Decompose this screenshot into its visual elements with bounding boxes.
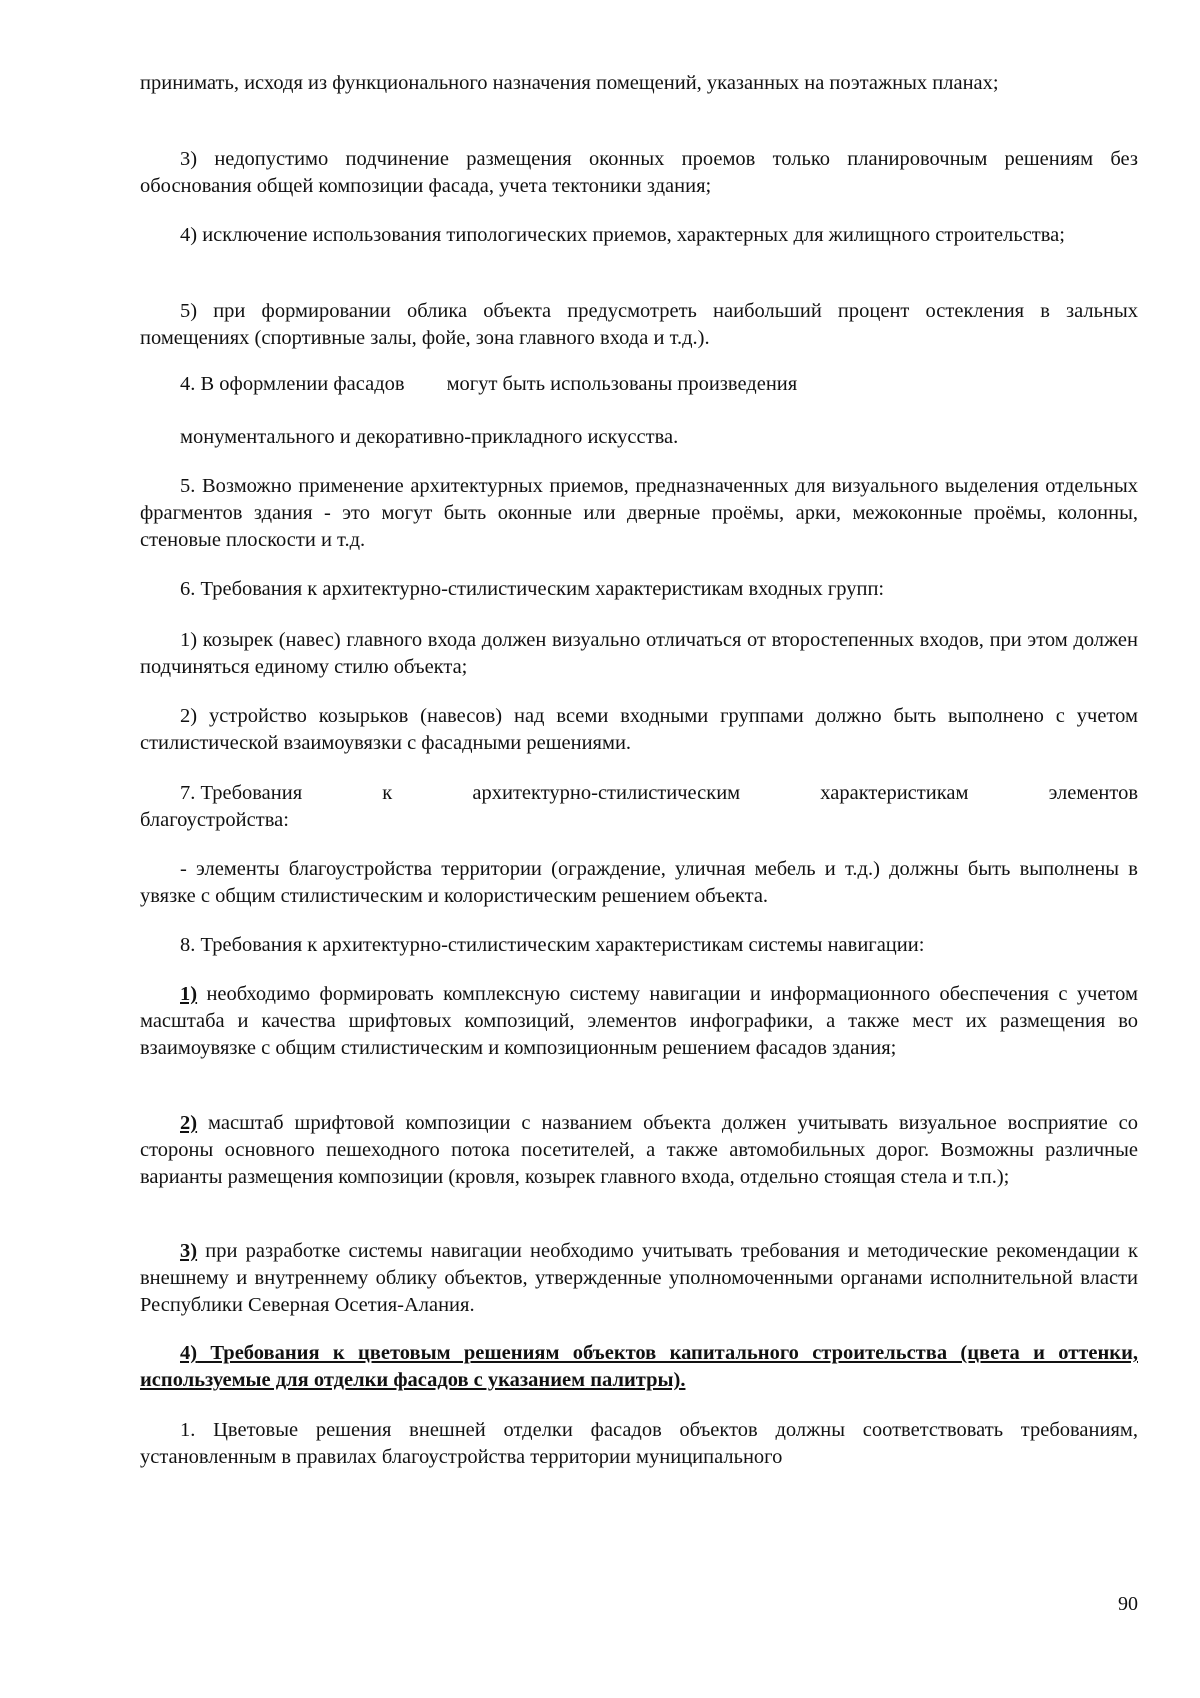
navigation-item-2-text: масштаб шрифтовой композиции с названием объекта должен учитывать визуальное восприятие со стороны основного пешеходного потока посетителей, а также автомобильных дорог. Возможны различные варианты размещения композиции (кровля, козырек главного входа, отдельно стоящая стела и т.п.);	[140, 1112, 1138, 1188]
section-7-word-4: характеристикам	[820, 782, 969, 804]
paragraph-window-orientation-end: принимать, исходя из функционального назначения помещений, указанных на поэтажных планах;	[140, 72, 999, 94]
section-heading-color-requirements	[140, 1340, 1138, 1394]
paragraph-section-6: 6. Требования к архитектурно-стилистическим характеристикам входных групп:	[180, 578, 885, 600]
section-4-part-a: 4. В оформлении фасадов	[180, 373, 405, 395]
color-heading-text: Требования к цветовым решениям объектов капитального строительства (цвета и оттенки, используемые для отделки фасадов с указанием палитры).	[140, 1342, 1138, 1391]
paragraph-item-3: 3) недопустимо подчинение размещения оконных проемов только планировочным решениям без обоснования общей композиции фасада, учета тектоники здания;	[140, 148, 1138, 197]
section-4-continuation: монументального и декоративно-прикладного искусства.	[180, 426, 679, 448]
paragraph-color-item-1: 1. Цветовые решения внешней отделки фасадов объектов должны соответствовать требованиям, установленным в правилах благоустройства территории муниципального	[140, 1419, 1138, 1468]
paragraph-entrance-item-1: 1) козырек (навес) главного входа должен визуально отличаться от второстепенных входов, при этом должен подчиняться единому стилю объекта;	[140, 629, 1138, 678]
section-7-word-3: архитектурно-стилистическим	[472, 782, 741, 804]
navigation-item-2-number: 2)	[180, 1112, 198, 1134]
paragraph-section-7-line-2: благоустройства:	[140, 809, 289, 831]
paragraph-entrance-item-2: 2) устройство козырьков (навесов) над всеми входными группами должно быть выполнено с учетом стилистической взаимоувязки с фасадными решениями.	[140, 705, 1138, 754]
paragraph-section-5: 5. Возможно применение архитектурных приемов, предназначенных для визуального выделения отдельных фрагментов здания - это могут быть оконные или дверные проёмы, арки, межоконные проёмы, колонны, стеновые плоскости и т.д.	[140, 475, 1138, 551]
page-number: 90	[1118, 1593, 1138, 1615]
paragraph-landscaping-elements: - элементы благоустройства территории (ограждение, уличная мебель и т.д.) должны быть выполнены в увязке с общим стилистическим и колористическим решением объекта.	[140, 858, 1138, 907]
color-heading-number: 4)	[180, 1342, 198, 1364]
paragraph-section-7-line-1	[140, 780, 1138, 807]
navigation-item-3-text: при разработке системы навигации необходимо учитывать требования и методические рекомендации к внешнему и внутреннему облику объектов, утвержденные уполномоченными органами исполнительной власти Республики Северная Осетия-Алания.	[140, 1240, 1138, 1316]
navigation-item-1-number: 1)	[180, 983, 198, 1005]
paragraph-navigation-item-1	[140, 981, 1138, 1062]
paragraph-item-5: 5) при формировании облика объекта предусмотреть наибольший процент остекления в зальных помещениях (спортивные залы, фойе, зона главного входа и т.д.).	[140, 300, 1138, 349]
section-7-word-1: 7. Требования	[180, 782, 303, 804]
navigation-item-1-text: необходимо формировать комплексную систему навигации и информационного обеспечения с учетом масштаба и качества шрифтовых композиций, элементов инфографики, а также мест их размещения во взаимоувязке с общим стилистическим и композиционным решением фасадов здания;	[140, 983, 1138, 1059]
navigation-item-3-number: 3)	[180, 1240, 198, 1262]
section-7-word-5: элементов	[1048, 782, 1138, 804]
paragraph-navigation-item-3	[140, 1238, 1138, 1319]
paragraph-navigation-item-2	[140, 1110, 1138, 1191]
section-4-part-b: могут быть использованы произведения	[446, 373, 798, 395]
section-7-word-2: к	[382, 782, 393, 804]
paragraph-section-8: 8. Требования к архитектурно-стилистическим характеристикам системы навигации:	[180, 934, 925, 956]
paragraph-item-4: 4) исключение использования типологических приемов, характерных для жилищного строительства;	[180, 224, 1065, 246]
paragraph-section-4	[180, 371, 797, 398]
